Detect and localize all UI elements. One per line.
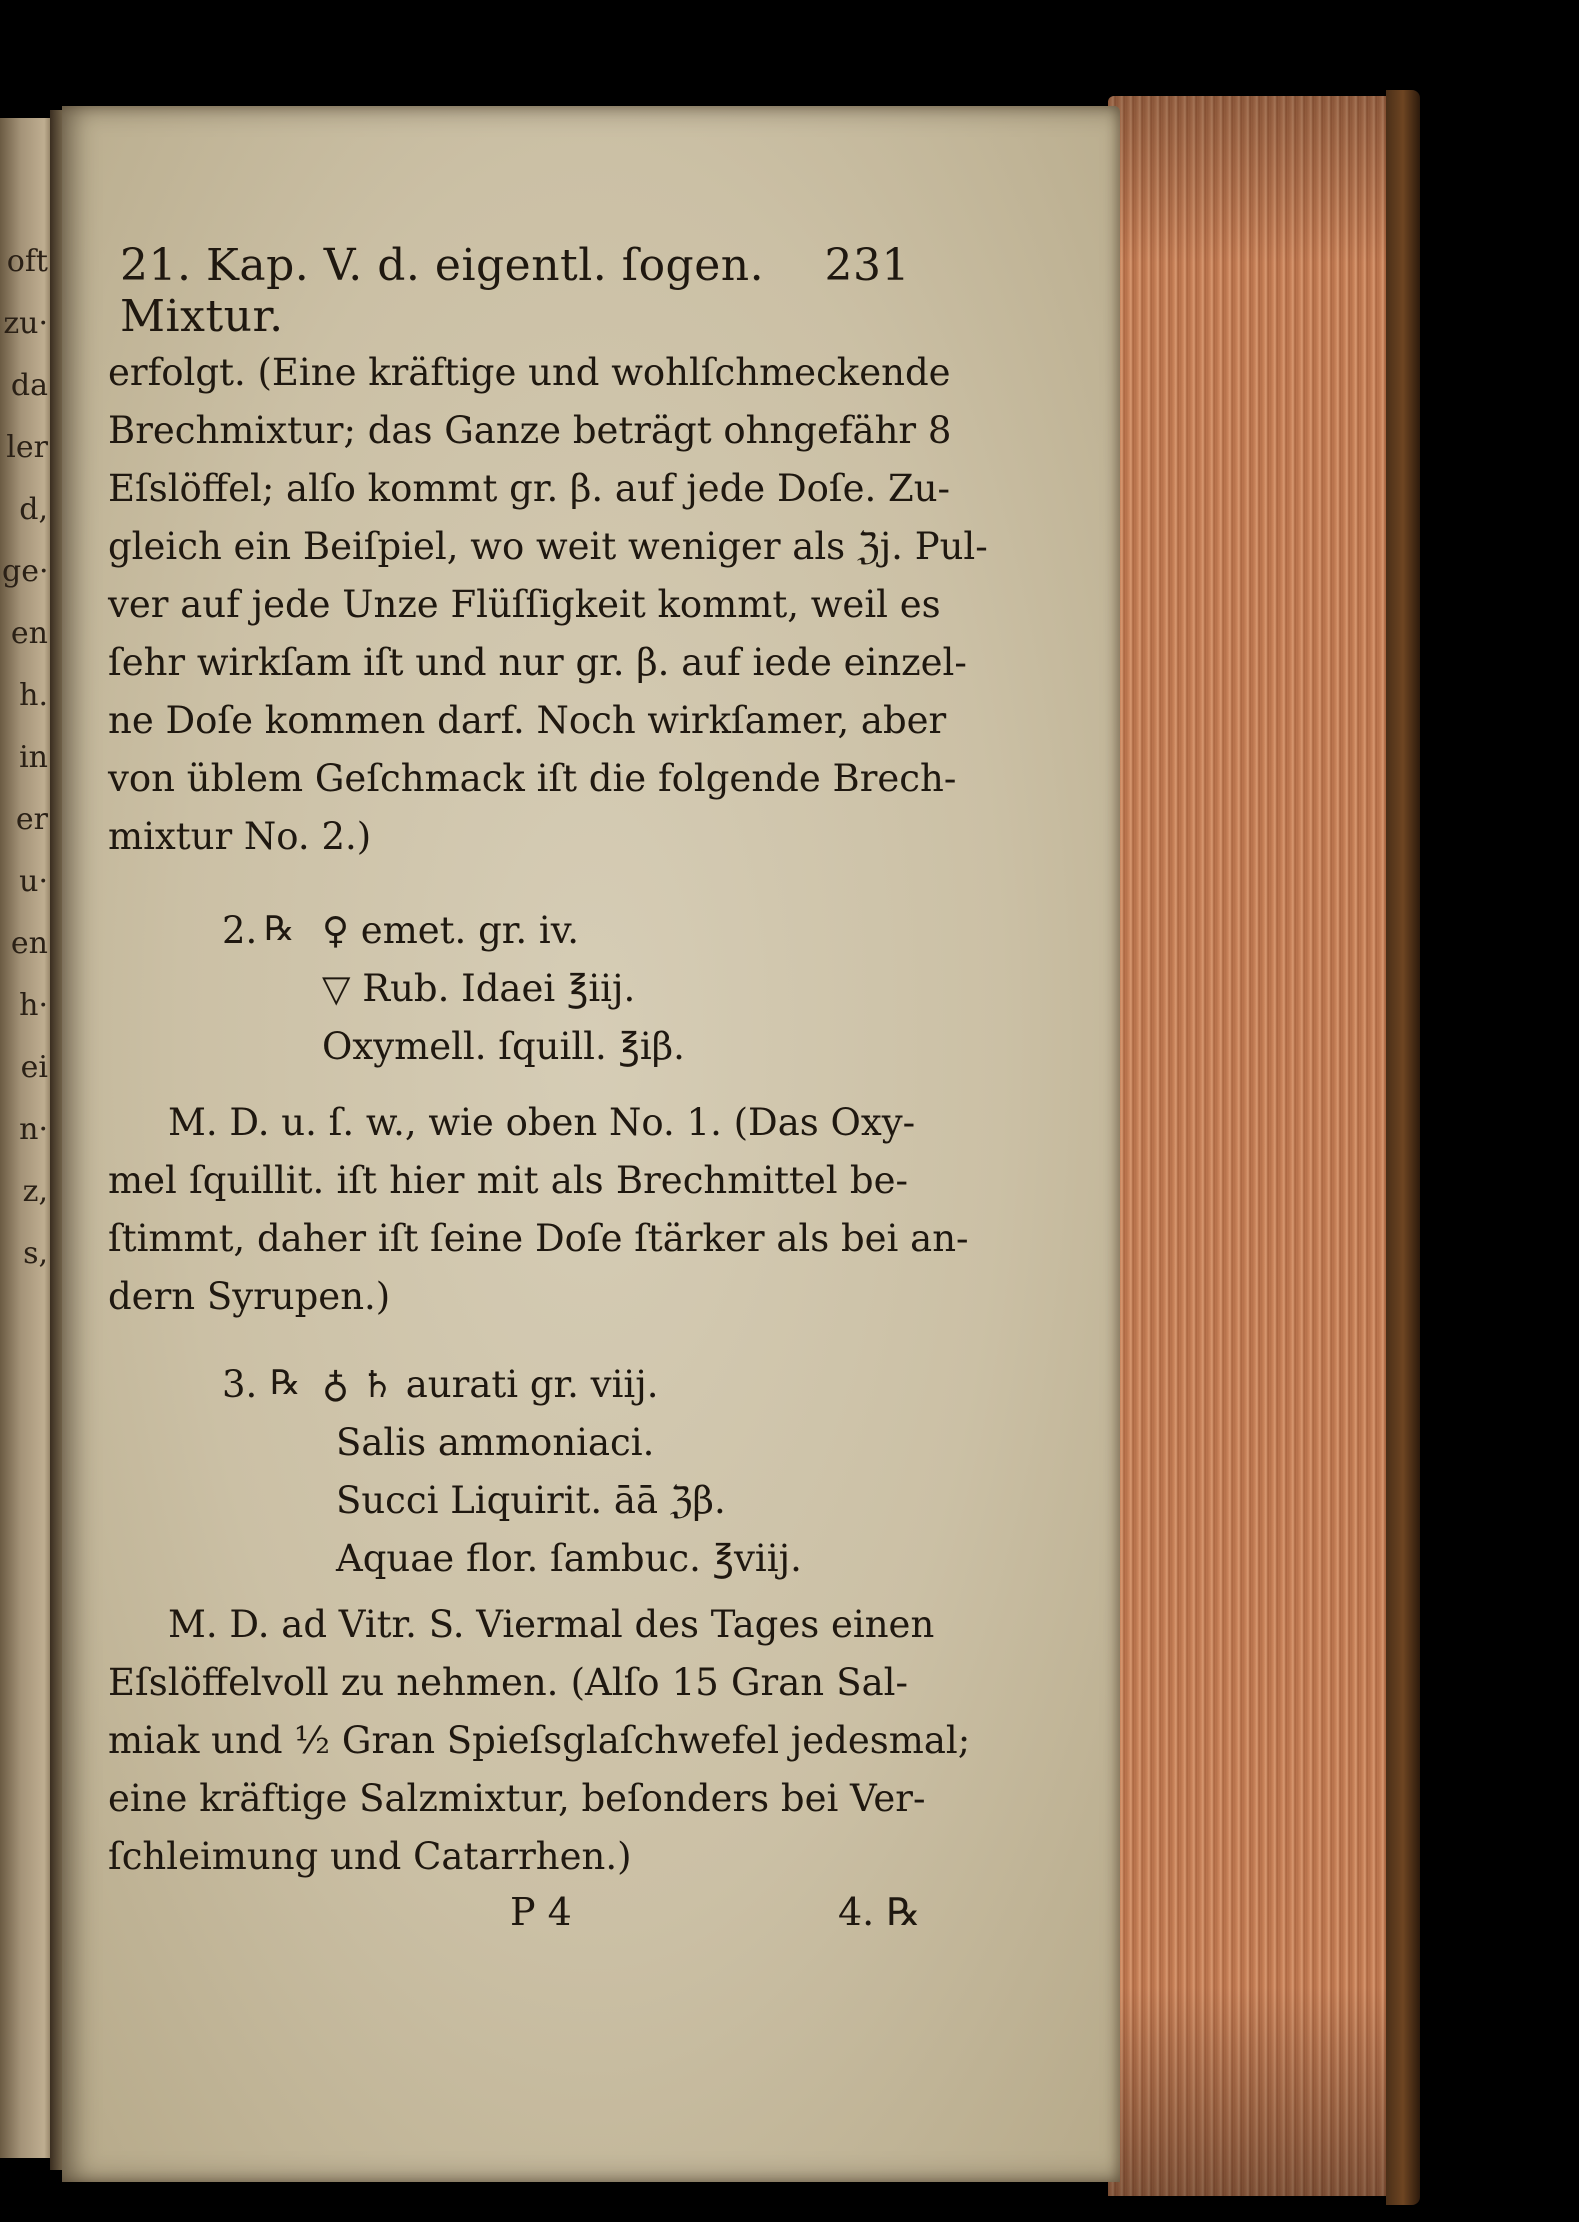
- text-line: mixtur No. 2.): [108, 815, 372, 858]
- left-page-fragment: d,: [19, 492, 48, 527]
- recipe-line: Salis ammoniaci.: [336, 1421, 655, 1464]
- text-line: gleich ein Beiſpiel, wo weit weniger als ℨj. Pul-: [108, 525, 988, 568]
- rx-sign: ℞: [264, 909, 295, 949]
- recipe-number: 2.: [222, 909, 258, 952]
- text-line: von üblem Geſchmack iſt die folgende Brech-: [108, 757, 957, 800]
- chapter-title: 21. Kap. V. d. eigentl. ſogen. Mixtur.: [120, 240, 765, 342]
- text-line: ſchleimung und Catarrhen.): [108, 1835, 632, 1878]
- page-number: 231: [824, 240, 910, 291]
- signature-mark: P 4: [510, 1890, 572, 1934]
- left-page-fragment: u·: [19, 864, 48, 899]
- left-page-fragment: h·: [19, 988, 48, 1023]
- left-page-fragment: in: [19, 740, 48, 775]
- rx-sign: ℞: [270, 1363, 301, 1403]
- left-page-fragment: ler: [6, 430, 48, 465]
- recipe-line: Aquae flor. ſambuc. ℥viij.: [336, 1537, 802, 1580]
- text-line: mel ſquillit. iſt hier mit als Brechmittel be-: [108, 1159, 908, 1202]
- left-page-fragment: zu·: [3, 306, 48, 341]
- running-header: [120, 240, 910, 342]
- left-facing-page: [0, 118, 52, 2158]
- text-line: Eſslöffelvoll zu nehmen. (Alſo 15 Gran Sal-: [108, 1661, 908, 1704]
- recipe-line: ♀ emet. gr. iv.: [322, 909, 580, 952]
- text-line: M. D. ad Vitr. S. Viermal des Tages einen: [168, 1603, 935, 1646]
- recipe-line: ♁ ♄ aurati gr. viij.: [322, 1363, 659, 1406]
- text-line: eine kräftige Salzmixtur, beſonders bei Ver-: [108, 1777, 926, 1820]
- left-page-fragment: en: [10, 926, 48, 961]
- left-page-fragment: s,: [23, 1236, 48, 1271]
- recipe-line: Succi Liquirit. āā ℨβ.: [336, 1479, 726, 1522]
- text-line: ver auf jede Unze Flüſſigkeit kommt, weil es: [108, 583, 941, 626]
- left-page-fragment: ei: [20, 1050, 48, 1085]
- recipe-number: 3.: [222, 1363, 258, 1406]
- text-line: erfolgt. (Eine kräftige und wohlſchmeckende: [108, 351, 951, 394]
- left-page-fragment: oft: [6, 244, 48, 279]
- text-line: ſtimmt, daher iſt ſeine Doſe ſtärker als bei an-: [108, 1217, 969, 1260]
- left-page-fragment: er: [15, 802, 48, 837]
- left-page-fragment: n·: [19, 1112, 48, 1147]
- left-page-fragment: en: [10, 616, 48, 651]
- text-line: M. D. u. ſ. w., wie oben No. 1. (Das Oxy-: [168, 1101, 916, 1144]
- page-block-edge: [1108, 96, 1400, 2196]
- text-line: ne Doſe kommen darf. Noch wirkſamer, aber: [108, 699, 947, 742]
- text-line: Eſslöffel; alſo kommt gr. β. auf jede Doſe. Zu-: [108, 467, 951, 510]
- recipe-line: Oxymell. ſquill. ℥iβ.: [322, 1025, 685, 1068]
- text-line: Brechmixtur; das Ganze beträgt ohngefähr 8: [108, 409, 952, 452]
- left-page-fragment: h.: [19, 678, 48, 713]
- left-page-fragment: da: [10, 368, 48, 403]
- recipe-line: ▽ Rub. Idaei ℥iij.: [322, 967, 636, 1010]
- left-page-fragment: ge·: [2, 554, 48, 589]
- book-cover-edge: [1386, 90, 1420, 2205]
- left-page-fragment: z,: [22, 1174, 48, 1209]
- catchword: 4. ℞: [838, 1890, 921, 1934]
- text-line: ſehr wirkſam iſt und nur gr. β. auf iede einzel-: [108, 641, 967, 684]
- text-line: dern Syrupen.): [108, 1275, 391, 1318]
- text-line: miak und ½ Gran Spieſsglaſchwefel jedesmal;: [108, 1719, 971, 1762]
